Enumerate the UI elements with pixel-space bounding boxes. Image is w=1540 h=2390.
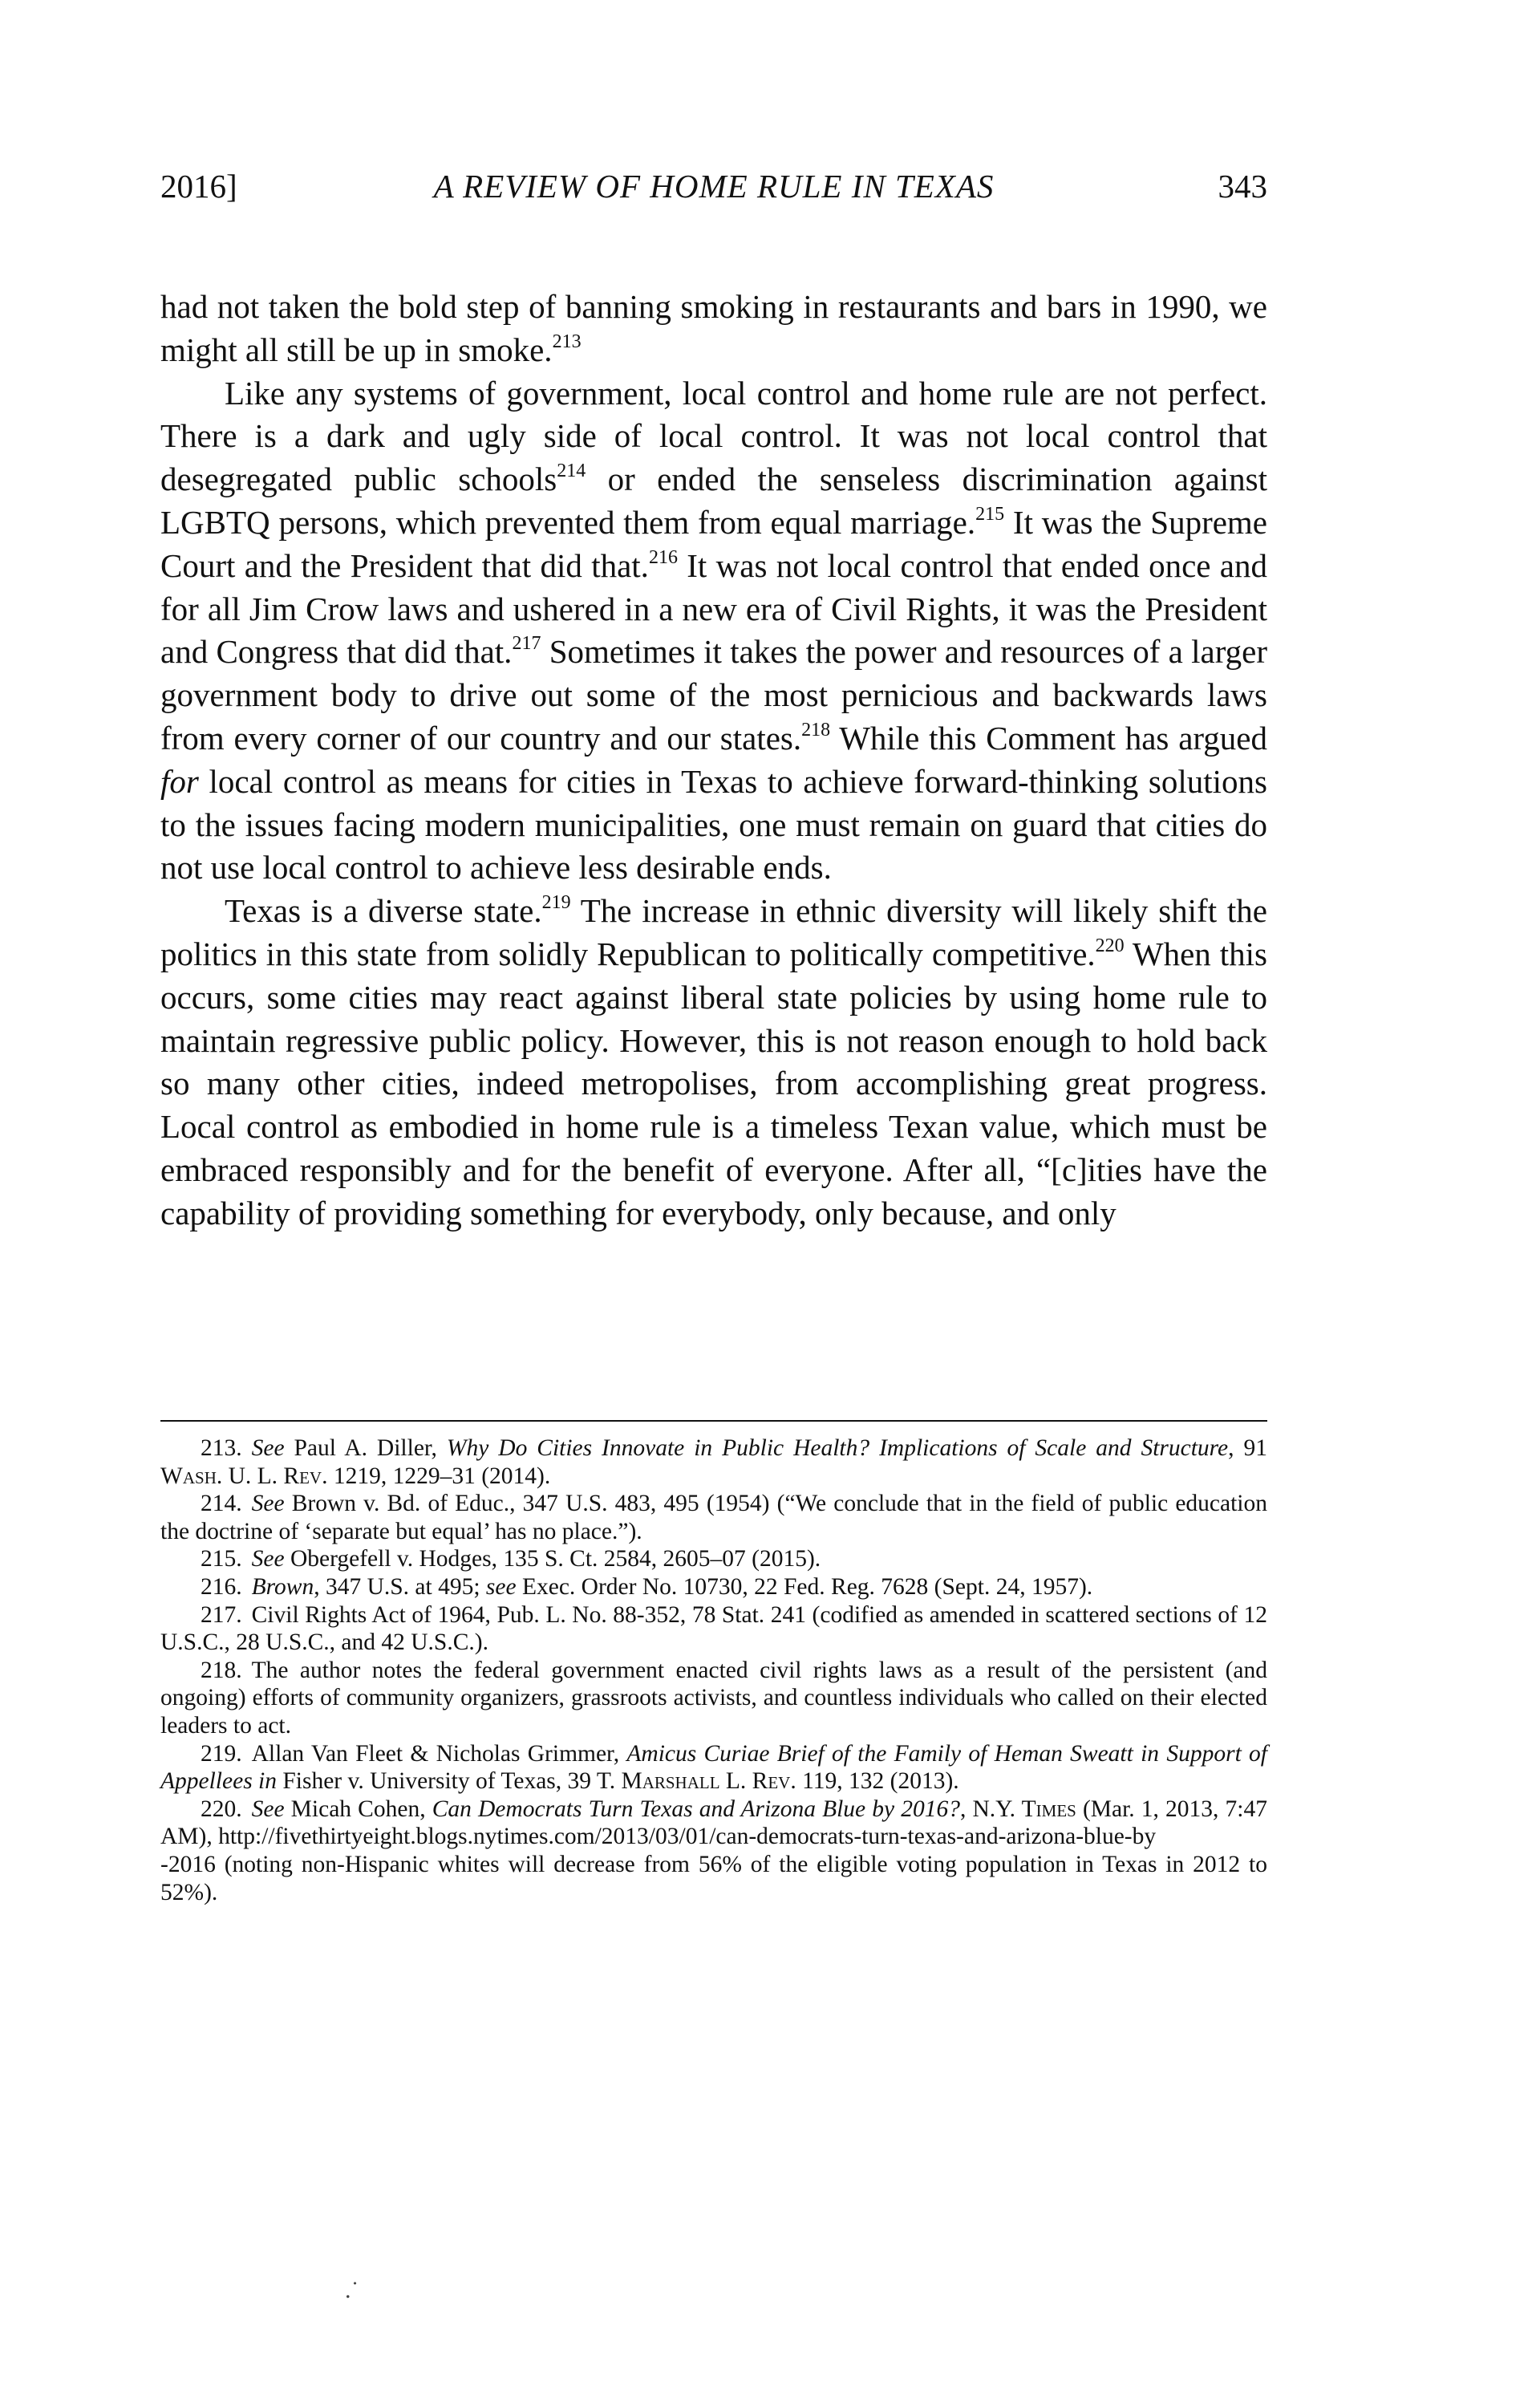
footnote-text: Micah Cohen,	[284, 1796, 432, 1822]
footnote-url[interactable]: http://fivethirtyeight.blogs.nytimes.com/2013/03/01/can-democrats-turn-texas-and-arizona-blue-by	[218, 1824, 1157, 1850]
footnote-220	[160, 1796, 1267, 1851]
footnote-divider	[160, 1420, 1267, 1422]
stray-mark: .˙	[345, 2277, 359, 2303]
footnote-text: ,	[960, 1796, 973, 1822]
journal-name: Marshall L. Rev.	[621, 1768, 796, 1795]
header-year: 2016]	[160, 168, 237, 205]
footnote-number: 215.	[201, 1546, 242, 1572]
p2-s2: or ended the senseless discrimination against LGBTQ persons, which prevented them from equal marriage.	[160, 461, 1267, 541]
signal: see	[485, 1573, 517, 1600]
p1-text: had not taken the bold step of banning smoking in restaurants and bars in 1990, we might all still be up in smoke.	[160, 288, 1267, 368]
footnote-number: 219.	[201, 1740, 242, 1767]
footnote-text: , 91	[1228, 1435, 1267, 1461]
signal: See	[251, 1435, 285, 1461]
page-number: 343	[1218, 168, 1267, 205]
footnote-text: 1219, 1229–31 (2014).	[327, 1463, 551, 1489]
p2-s4: It was not local control that ended once and for all Jim Crow laws and ushered in a new era of Civil Rights, it was the President and Congress that did that.	[160, 546, 1267, 671]
p2-s7: local control as means for cities in Texas to achieve forward-thinking solutions to the issues facing modern municipalities, one must remain on guard that cities do not use local control to achieve less desirable ends.	[160, 762, 1267, 887]
signal: See	[251, 1546, 285, 1572]
footnote-218	[160, 1657, 1267, 1740]
footnote-ref-217[interactable]: 217	[512, 633, 541, 655]
footnote-number: 213.	[201, 1435, 242, 1461]
p2-s5: Sometimes it takes the power and resources of a larger government body to drive out some of the most pernicious and backwards laws from every corner of our country and our states.	[160, 633, 1267, 757]
footnote-text: Obergefell v. Hodges, 135 S. Ct. 2584, 2605–07 (2015).	[284, 1546, 821, 1572]
footnote-ref-215[interactable]: 215	[975, 503, 1005, 525]
article-title: Can Democrats Turn Texas and Arizona Blue by 2016?	[432, 1796, 960, 1822]
footnote-number: 220.	[201, 1796, 242, 1822]
footnote-ref-216[interactable]: 216	[648, 546, 678, 568]
footnote-ref-219[interactable]: 219	[541, 892, 571, 914]
p2-s1: Like any systems of government, local control and home rule are not perfect. There is a dark and ugly side of local control. It was not local control that desegregated public schools	[160, 374, 1267, 498]
case-name: Brown	[251, 1573, 314, 1600]
footnote-text: Fisher v. University of Texas, 39 T.	[277, 1768, 622, 1795]
header-title: A REVIEW OF HOME RULE IN TEXAS	[433, 168, 995, 205]
footnote-text: Civil Rights Act of 1964, Pub. L. No. 88-352, 78 Stat. 241 (codified as amended in scattered sections of 12 U.S.C., 28 U.S.C., and 42 U.S.C.).	[160, 1601, 1267, 1656]
footnote-220-continuation: -2016 (noting non-Hispanic whites will decrease from 56% of the eligible voting population in Texas in 2012 to 52%).	[160, 1851, 1267, 1905]
p3-s2: The increase in ethnic diversity will likely shift the politics in this state from solidly Republican to politically competitive.	[160, 892, 1267, 972]
article-title: Amicus Curiae Brief of the Family of Heman Sweatt in Support of Appellees in	[160, 1740, 1267, 1795]
footnote-text: Brown v. Bd. of Educ., 347 U.S. 483, 495 (1954) (“We conclude that in the field of public education the doctrine of ‘separate but equal’ has no place.”).	[160, 1491, 1267, 1544]
footnote-ref-218[interactable]: 218	[801, 719, 831, 741]
footnote-215	[160, 1545, 1267, 1573]
footnote-text: Exec. Order No. 10730, 22 Fed. Reg. 7628 (Sept. 24, 1957).	[516, 1573, 1093, 1600]
signal: See	[251, 1796, 285, 1822]
article-title: Why Do Cities Innovate in Public Health? Implications of Scale and Structure	[446, 1435, 1229, 1461]
publication-name: N.Y. Times	[972, 1796, 1076, 1822]
footnote-216	[160, 1573, 1267, 1601]
footnote-number: 216.	[201, 1573, 242, 1600]
footnote-219	[160, 1740, 1267, 1796]
footnote-text: 119, 132 (2013).	[796, 1768, 959, 1795]
footnote-ref-220[interactable]: 220	[1095, 935, 1125, 956]
footnote-217	[160, 1601, 1267, 1657]
paragraph-2	[160, 372, 1267, 891]
footnotes	[160, 1434, 1267, 1906]
footnote-214	[160, 1490, 1267, 1545]
footnote-text: , 347 U.S. at 495;	[314, 1573, 486, 1600]
paragraph-1	[160, 286, 1267, 372]
p2-s3: It was the Supreme Court and the President that did that.	[160, 503, 1268, 584]
footnote-text: Allan Van Fleet & Nicholas Grimmer,	[251, 1740, 627, 1767]
paragraph-3	[160, 890, 1267, 1235]
footnote-number: 218.	[201, 1657, 242, 1683]
p2-s6: While this Comment has argued	[830, 719, 1267, 757]
footnote-text: (Mar. 1, 2013, 7:47 AM),	[160, 1796, 1268, 1850]
p3-s3: When this occurs, some cities may react against liberal state policies by using home rule to maintain regressive public policy. However, this is not reason enough to hold back so many other cities, indeed metropolises, from accomplishing great progress. Local control as embodied in home rule is a timeless Texan value, which must be embraced responsibly and for the benefit of everyone. After all, “[c]ities have the capability of providing something for everybody, only because, and only	[160, 935, 1267, 1232]
footnote-ref-213[interactable]: 213	[552, 331, 582, 352]
footnote-number: 217.	[201, 1601, 242, 1628]
p3-s1: Texas is a diverse state.	[225, 892, 542, 930]
running-header	[160, 167, 1267, 223]
footnote-text: Paul A. Diller,	[284, 1435, 447, 1461]
footnote-number: 214.	[201, 1491, 242, 1517]
signal: See	[251, 1491, 285, 1517]
p2-emphasis: for	[160, 762, 199, 800]
body-text	[160, 286, 1267, 1236]
footnote-213	[160, 1434, 1267, 1490]
footnote-text: The author notes the federal government enacted civil rights laws as a result of the persistent (and ongoing) efforts of community organizers, grassroots activists, and countless individuals who called on their elected leaders to act.	[160, 1657, 1267, 1739]
journal-name: Wash. U. L. Rev.	[160, 1463, 328, 1489]
footnote-ref-214[interactable]: 214	[557, 461, 586, 482]
